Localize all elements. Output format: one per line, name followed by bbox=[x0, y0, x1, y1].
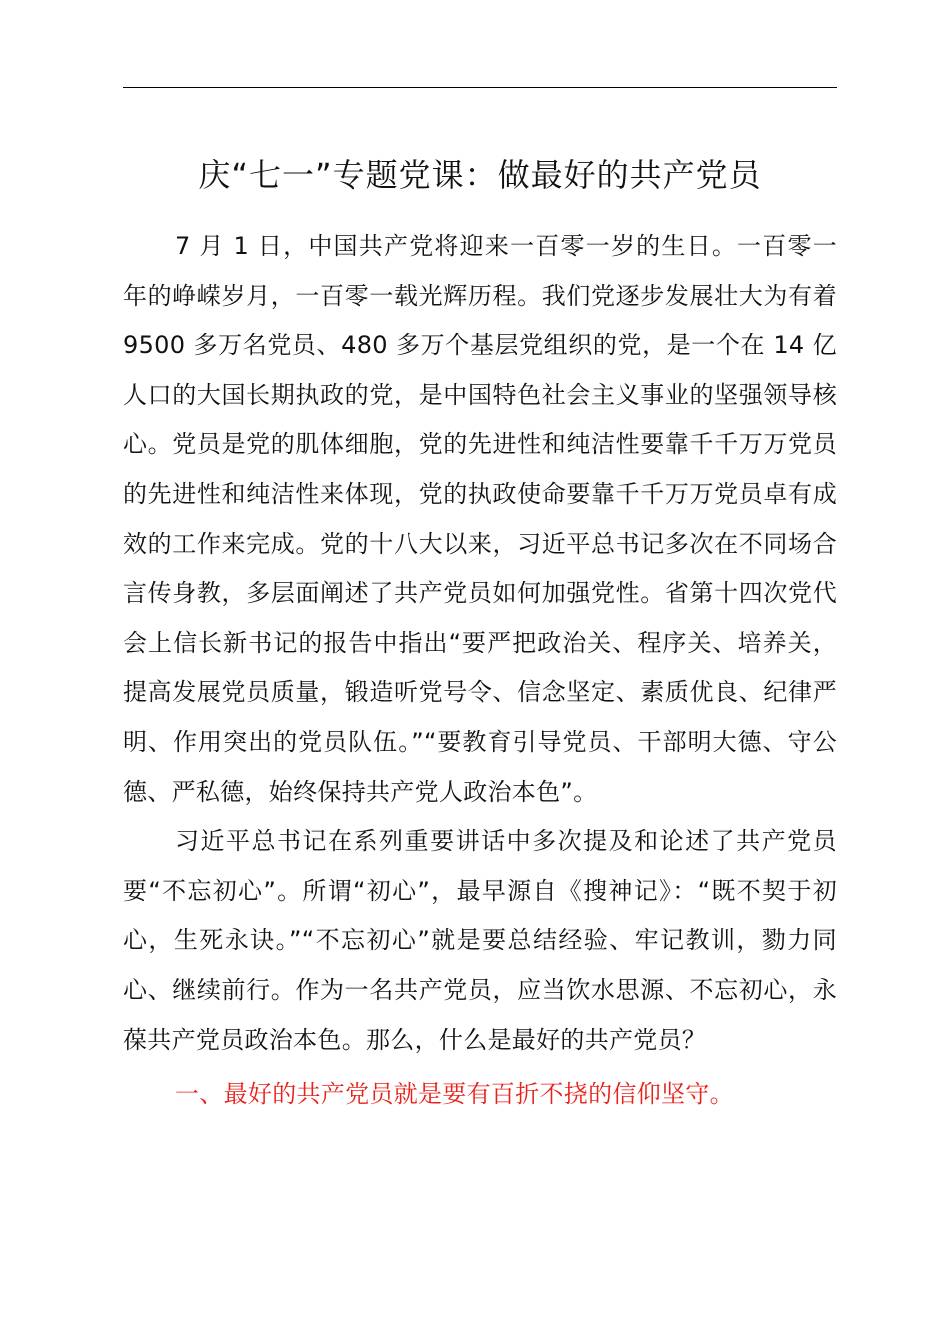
paragraph-2: 习近平总书记在系列重要讲话中多次提及和论述了共产党员要“不忘初心”。所谓“初心”，最早源自《搜神记》：“既不契于初心，生死永诀。”“不忘初心”就是要总结经验、牢记教训，勠力同心、继续前行。作为一名共产党员，应当饮水思源、不忘初心，永葆共产党员政治本色。那么，什么是最好的共产党员？ bbox=[123, 827, 837, 1054]
document-body bbox=[123, 222, 837, 1123]
document-title: 庆“七一”专题党课：做最好的共产党员 bbox=[198, 156, 762, 194]
section-heading-1: 一、最好的共产党员就是要有百折不挠的信仰坚守。 bbox=[175, 1080, 734, 1109]
header-rule bbox=[123, 87, 837, 88]
paragraph-1: 7 月 1 日，中国共产党将迎来一百零一岁的生日。一百零一年的峥嵘岁月，一百零一载光辉历程。我们党逐步发展壮大为有着 9500 多万名党员、480 多万个基层党组织的党，是一个在 14 亿人口的大国长期执政的党，是中国特色社会主义事业的坚强领导核心。党员是党的肌体细胞，党的先进性和纯洁性要靠千千万万党员的先进性和纯洁性来体现，党的执政使命要靠千千万万党员卓有成效的工作来完成。党的十八大以来，习近平总书记多次在不同场合言传身教，多层面阐述了共产党员如何加强党性。省第十四次党代会上信长新书记的报告中指出“要严把政治关、程序关、培养关，提高发展党员质量，锻造听党号令、信念坚定、素质优良、纪律严明、作用突出的党员队伍。”“要教育引导党员、干部明大德、守公德、严私德，始终保持共产党人政治本色”。 bbox=[123, 232, 837, 806]
